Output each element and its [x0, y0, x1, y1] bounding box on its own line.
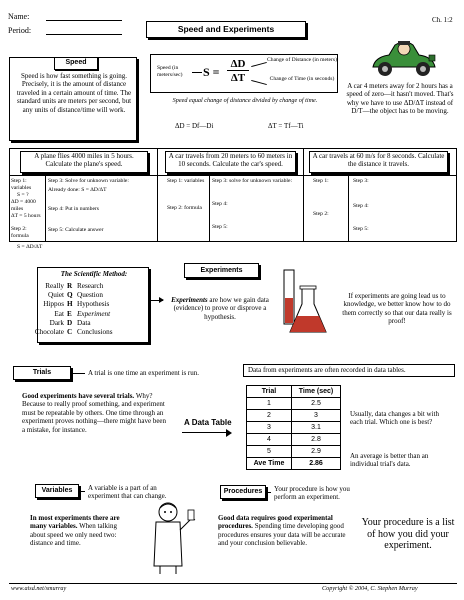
p2-step3: Step 3: solve for unknown variable:	[212, 178, 293, 184]
p2-step2: Step 2: formula	[167, 204, 202, 211]
sci-method-title: The Scientific Method:	[60, 270, 128, 278]
speed-arrow	[192, 72, 202, 73]
sci-arrow-head	[159, 297, 164, 303]
period-label: Period:	[8, 26, 32, 35]
data-table	[246, 385, 341, 470]
data-note-2: An average is better than an individual trial's data.	[350, 452, 429, 469]
beakers-illustration	[276, 268, 334, 338]
problems-bottom-rule	[9, 241, 457, 242]
sci-row-4: Eat E Experiment	[54, 309, 111, 318]
speed-definition	[14, 72, 134, 114]
p3-step2: Step 2:	[313, 210, 329, 217]
data-table-arrow	[182, 432, 228, 433]
scientific-method-box	[34, 267, 149, 343]
problem-1-steps-b	[48, 178, 154, 234]
formula-numerator: ΔD	[227, 58, 249, 71]
s-equals: S =	[203, 65, 220, 79]
problem-2-prompt: A car travels from 20 meters to 60 meters in 10 seconds. Calculate the car's speed.	[165, 151, 296, 173]
experiments-em: Experiments	[171, 296, 208, 304]
variables-note-rest: When talking about speed we only need two: distance and time.	[30, 522, 117, 548]
table-row-average: Ave Time 2.86	[247, 458, 341, 470]
sci-row-1: Really R Research	[45, 282, 104, 290]
name-blank[interactable]	[46, 20, 122, 21]
page-title: Speed and Experiments	[146, 21, 306, 38]
delta-t-formula: ΔT = Tf—Ti	[268, 122, 304, 130]
variables-rule	[79, 491, 85, 492]
trials-good-bold: Good experiments have several trials.	[22, 392, 135, 400]
trials-explanation	[22, 392, 170, 434]
chapter-label: Ch. 1:2	[432, 16, 453, 24]
experiments-def-rest: are how we gain data (evidence) to prove or disprove a hypothesis.	[173, 296, 269, 321]
col-time: Time (sec)	[292, 386, 341, 398]
speed-title: Speed	[54, 57, 98, 70]
table-row: 2 3	[247, 410, 341, 422]
p1-var-s: S = ?	[17, 191, 29, 198]
p3-col-rule	[348, 175, 349, 241]
formula-caption: Speed equal change of distance divided by change of time.	[172, 97, 318, 104]
speed-body: Speed is how fast something is going. Precisely, it is the amount of distance traveled in a certain amount of time.	[16, 72, 127, 97]
problem-1-steps-a	[11, 178, 45, 251]
formula-denominator: ΔT	[230, 72, 246, 84]
car-note	[344, 82, 456, 116]
p3-step5: Step 5:	[353, 225, 369, 232]
p3-step3: Step 3:	[353, 178, 369, 184]
p1-col-rule	[45, 175, 46, 241]
trials-rule	[71, 373, 85, 374]
speed-box	[9, 57, 137, 141]
experiments-definition	[168, 296, 272, 321]
p2-step4: Step 4:	[212, 200, 228, 207]
speed-units: The standard units are meters per second, but any units of distance/time will work.	[16, 88, 132, 114]
p1-var-t: ΔT = 5 hours	[11, 212, 41, 219]
name-label: Name:	[8, 12, 30, 21]
p3-step4: Step 4:	[353, 202, 369, 209]
formula-box	[150, 54, 338, 93]
name-row	[8, 12, 29, 22]
data-table-label: A Data Table	[184, 418, 232, 427]
variables-note-bold: In most experiments there are many variables.	[30, 514, 120, 531]
problem-1-prompt: A plane flies 4000 miles in 5 hours. Calculate the plane's speed.	[20, 151, 148, 173]
speed-label: Speed (in meters/sec)	[157, 65, 183, 78]
dist-arrow	[251, 62, 267, 67]
problem-2-steps-b	[212, 178, 300, 231]
data-table-arrow-head	[226, 429, 232, 437]
problems-divider-1	[157, 148, 158, 242]
trials-title: Trials	[13, 366, 71, 380]
p2-step1: Step 1: variables	[167, 178, 205, 184]
p1-step5: Step 5: Calculate answer	[48, 226, 104, 233]
procedures-title: Procedures	[220, 485, 266, 499]
sci-method-list	[8, 282, 113, 337]
delta-d-formula: ΔD = Df—Di	[175, 122, 214, 130]
time-label: Change of Time (in seconds)	[269, 76, 335, 82]
p1-step4: Step 4: Put in numbers	[48, 205, 99, 212]
table-row: 4 2.8	[247, 434, 341, 446]
procedures-bold: Good data requires good experimental procedures.	[218, 514, 333, 531]
trials-definition: A trial is one time an experiment is run.	[88, 369, 200, 377]
footer-rule	[9, 583, 457, 584]
footer-url[interactable]: www.aisd.net/smurray	[11, 585, 67, 592]
problem-2-steps-a	[167, 178, 209, 212]
col-trial: Trial	[247, 386, 292, 398]
problems-divider-2	[303, 148, 304, 242]
variables-definition: A variable is a part of an experiment that can change.	[88, 484, 167, 501]
table-row: 3 3.1	[247, 422, 341, 434]
trials-good-rest: Why? Because to really proof something, and experiment must be repeatable by others. One time through an experiment proves nothing—there might have been a mistake, for instance.	[22, 392, 167, 434]
problem-3-steps-a	[313, 178, 347, 218]
p3-step1: Step 1:	[313, 178, 329, 184]
dist-label: Change of Distance (in meters)	[267, 57, 337, 63]
procedures-big-note: Your procedure is a list of how you did your experiment.	[361, 517, 455, 551]
footer-copyright: Copyright © 2004, C. Stephen Murray	[322, 585, 418, 592]
sci-row-3: Hippos H Hypothesis	[43, 300, 110, 309]
experiments-title: Experiments	[184, 263, 259, 278]
data-table-caption: Data from experiments are often recorded in data tables.	[243, 364, 455, 377]
data-note-1: Usually, data changes a bit with each trial. Which one is best?	[350, 410, 439, 427]
sci-row-5: Dark D Data	[49, 318, 91, 327]
p2-step5: Step 5:	[212, 223, 228, 230]
problem-3-steps-b	[353, 178, 453, 233]
p1-step2: Step 2: formula	[11, 225, 29, 239]
variables-note	[30, 514, 132, 548]
sci-row-6: Chocolate C Conclusions	[34, 328, 113, 337]
period-blank[interactable]	[46, 34, 122, 35]
p1-formula: S = ΔD/ΔT	[17, 243, 43, 250]
procedures-rule	[266, 492, 271, 493]
car-note-text: A car 4 meters away for 2 hours has a speed of zero—it hasn't moved. That's why we have to use ΔD/ΔT instead of D/T—the object has to be moving.	[346, 82, 454, 116]
period-row	[8, 26, 31, 36]
procedures-explanation	[218, 514, 348, 548]
procedures-definition: Your procedure is how you perform an experiment.	[274, 485, 350, 502]
table-row: 5 2.9	[247, 446, 341, 458]
scientist-illustration	[142, 500, 198, 576]
table-row: 1 2.5	[247, 398, 341, 410]
procedures-rest: Spending time developing good procedures ensures your data will be accurate and your conclusion believable.	[218, 522, 346, 548]
race-car-illustration	[369, 37, 439, 79]
time-arrow	[251, 80, 267, 85]
p2-col-rule	[209, 175, 210, 241]
problems-left-rule	[9, 148, 10, 242]
p1-already: Already done: S = ΔD/ΔT	[48, 186, 107, 193]
problems-mid-rule	[9, 175, 457, 176]
p1-step3: Step 3: Solve for unknown variable:	[48, 178, 129, 184]
sci-row-2: Quiet Q Question	[48, 291, 103, 300]
problem-3-prompt: A car travels at 60 m/s for 8 seconds. Calculate the distance it travels.	[309, 151, 448, 173]
p1-step1: Step 1: variables	[11, 178, 32, 191]
experiments-side-note: If experiments are going lead us to knowledge, we better know how to do them correctly so that our data really is proof!	[342, 292, 452, 326]
problems-right-rule	[456, 148, 457, 242]
p1-var-d: ΔD = 4000 miles	[11, 198, 36, 212]
variables-title: Variables	[35, 484, 79, 498]
problems-top-rule	[9, 148, 457, 149]
